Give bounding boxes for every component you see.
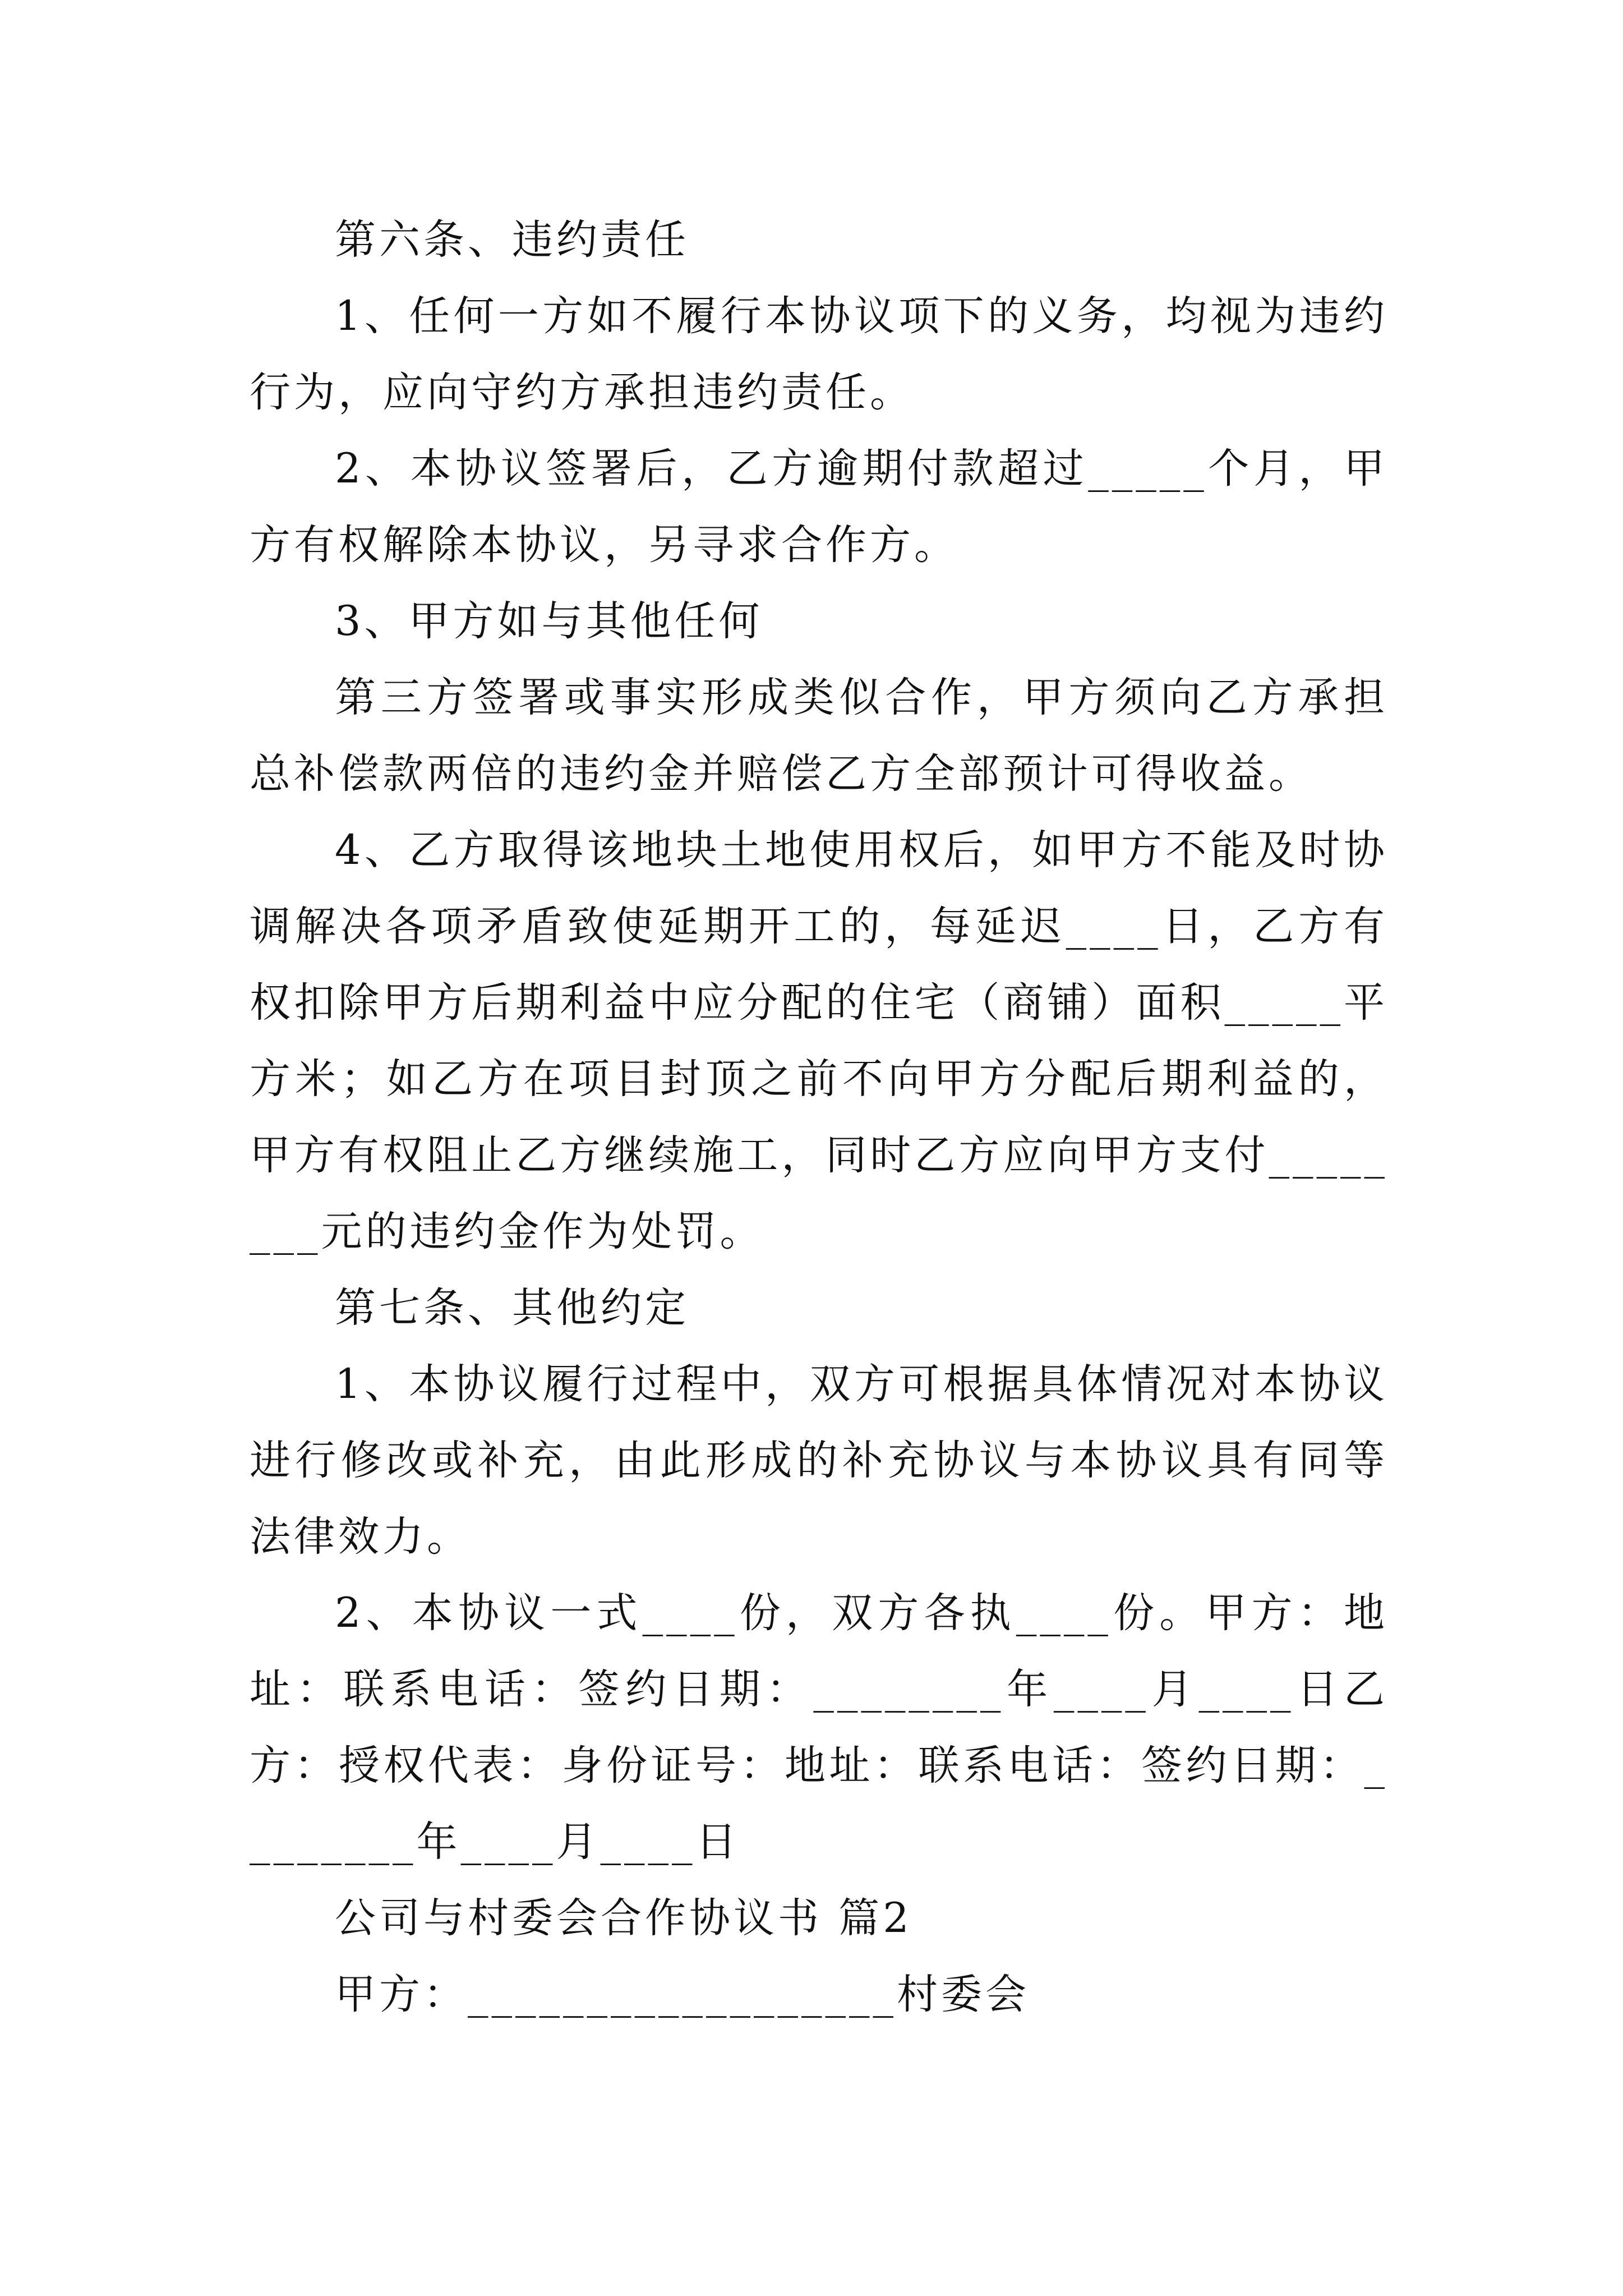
article-7-clause-1: 1、本协议履行过程中，双方可根据具体情况对本协议进行修改或补充，由此形成的补充协议与本协议具有同等法律效力。 — [250, 1360, 1388, 1561]
article-6-clause-3-continued: 第三方签署或事实形成类似合作，甲方须向乙方承担总补偿款两倍的违约金并赔偿乙方全部预计可得收益。 — [250, 674, 1388, 798]
article-6-heading: 第六条、违约责任 — [335, 216, 689, 264]
section-title-part-2: 公司与村委会合作协议书 篇2 — [335, 1894, 912, 1942]
article-6-clause-3: 3、甲方如与其他任何 — [335, 597, 763, 645]
article-6-clause-1: 1、任何一方如不履行本协议项下的义务，均视为违约行为，应向守约方承担违约责任。 — [250, 292, 1388, 416]
article-7-heading: 第七条、其他约定 — [335, 1284, 689, 1332]
party-a-line: 甲方：__________________村委会 — [335, 1971, 1030, 2018]
article-6-clause-4: 4、乙方取得该地块土地使用权后，如甲方不能及时协调解决各项矛盾致使延期开工的，每延迟____日，乙方有权扣除甲方后期利益中应分配的住宅（商铺）面积_____平方米；如乙方在项目封顶之前不向甲方分配后期利益的，甲方有权阻止乙方继续施工，同时乙方应向甲方支付________元的违约金作为处罚。 — [250, 826, 1388, 1255]
article-6-clause-2: 2、本协议签署后，乙方逾期付款超过_____个月，甲方有权解除本协议，另寻求合作方。 — [250, 445, 1388, 569]
document-body — [250, 202, 1388, 2033]
article-7-clause-2-signatures: 2、本协议一式____份，双方各执____份。甲方：地址：联系电话：签约日期：________年____月____日乙方：授权代表：身份证号：地址：联系电话：签约日期：________年____月____日 — [250, 1589, 1388, 1866]
